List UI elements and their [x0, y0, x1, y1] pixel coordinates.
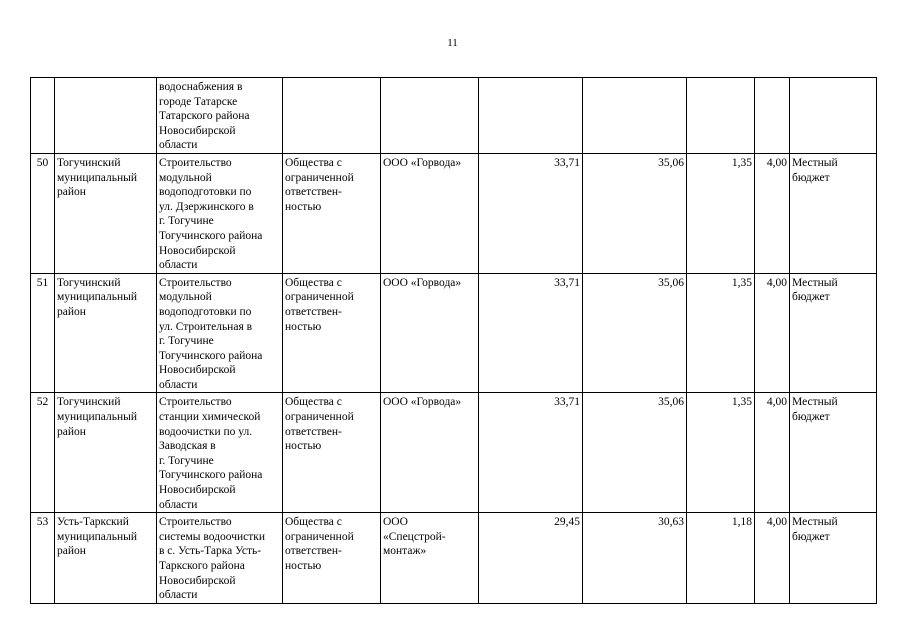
tariff-table — [30, 77, 877, 604]
org-name-cell — [381, 78, 479, 154]
page-number: 11 — [447, 37, 458, 49]
cell-line: ностью — [285, 560, 322, 572]
org-name-cell — [381, 393, 479, 513]
value-1-cell: 33,71 — [479, 273, 583, 393]
cell-line: области — [159, 378, 198, 391]
cell-line: Строительство — [159, 156, 232, 169]
cell-line: муниципальный — [57, 530, 138, 543]
project-cell — [157, 393, 283, 513]
cell-line: ограниченной — [285, 171, 354, 184]
cell-line: ул. Дзержинского в — [159, 200, 254, 213]
row-number-cell: 51 — [31, 273, 55, 393]
cell-line: Тогучинский — [57, 396, 121, 409]
value-2-cell: 30,63 — [583, 513, 687, 604]
value-3-cell: 1,35 — [687, 273, 755, 393]
cell-line: Усть-Таркский — [57, 516, 129, 529]
cell-line: ностью — [285, 320, 322, 333]
cell-line: Новосибирской — [159, 484, 236, 497]
district-cell — [55, 273, 157, 393]
cell-line: Общества с — [285, 516, 342, 529]
value-2-cell: 35,06 — [583, 153, 687, 273]
org-name-cell — [381, 273, 479, 393]
value-3-cell: 1,18 — [687, 513, 755, 604]
cell-line: г. Тогучине — [159, 215, 214, 228]
cell-line: Тогучинского района — [159, 349, 263, 362]
cell-line: монтаж» — [383, 545, 427, 558]
value-1-cell: 33,71 — [479, 393, 583, 513]
district-cell — [55, 513, 157, 604]
cell-line: ООО «Горвода» — [383, 156, 462, 169]
value-1-cell: 29,45 — [479, 513, 583, 604]
cell-line: ООО «Горвода» — [383, 396, 462, 409]
org-form-cell — [283, 273, 381, 393]
value-4-cell: 4,00 — [755, 153, 790, 273]
org-name-cell — [381, 153, 479, 273]
cell-line: Новосибирской — [159, 124, 236, 137]
cell-line: ответствен- — [285, 545, 342, 558]
cell-line: ностью — [285, 200, 322, 213]
cell-line: водоочистки по ул. — [159, 425, 253, 438]
value-1-cell — [479, 78, 583, 154]
cell-line: бюджет — [792, 171, 830, 184]
table-body — [31, 78, 877, 604]
value-3-cell: 1,35 — [687, 393, 755, 513]
value-3-cell: 1,35 — [687, 153, 755, 273]
funding-source-cell — [790, 78, 877, 154]
cell-line: ностью — [285, 440, 322, 453]
cell-line: Татарского района — [159, 110, 250, 123]
district-cell — [55, 78, 157, 154]
row-number-cell: 50 — [31, 153, 55, 273]
cell-line: области — [159, 589, 198, 602]
value-2-cell: 35,06 — [583, 393, 687, 513]
district-cell — [55, 153, 157, 273]
cell-line: Местный — [792, 276, 838, 289]
cell-line: г. Тогучине — [159, 454, 214, 467]
table-row — [31, 513, 877, 604]
cell-line: Тогучинского района — [159, 229, 263, 242]
org-form-cell — [283, 78, 381, 154]
cell-line: ул. Строительная в — [159, 320, 253, 333]
cell-line: водоснабжения в — [159, 81, 243, 93]
table-row — [31, 273, 877, 393]
cell-line: Общества с — [285, 396, 342, 409]
cell-line: Таркского района — [159, 560, 245, 572]
org-form-cell — [283, 513, 381, 604]
value-3-cell — [687, 78, 755, 154]
funding-source-cell — [790, 153, 877, 273]
cell-line: бюджет — [792, 411, 830, 424]
project-cell — [157, 513, 283, 604]
cell-line: области — [159, 139, 198, 152]
cell-line: Общества с — [285, 156, 342, 169]
cell-line: Новосибирской — [159, 574, 236, 587]
cell-line: ограниченной — [285, 530, 354, 543]
value-4-cell: 4,00 — [755, 393, 790, 513]
project-cell — [157, 153, 283, 273]
table-row — [31, 78, 877, 154]
org-name-cell — [381, 513, 479, 604]
row-number-cell: 52 — [31, 393, 55, 513]
value-4-cell — [755, 78, 790, 154]
district-cell — [55, 393, 157, 513]
cell-line: системы водоочистки — [159, 530, 266, 543]
table-row — [31, 393, 877, 513]
cell-line: Общества с — [285, 276, 342, 289]
cell-line: Новосибирской — [159, 364, 236, 377]
project-cell — [157, 273, 283, 393]
cell-line: район — [57, 545, 86, 558]
cell-line: ответствен- — [285, 425, 342, 438]
cell-line: модульной — [159, 171, 212, 184]
cell-line: ООО — [383, 516, 408, 529]
cell-line: район — [57, 305, 86, 318]
cell-line: район — [57, 425, 86, 438]
cell-line: водоподготовки по — [159, 305, 252, 318]
cell-line: муниципальный — [57, 291, 138, 304]
cell-line: в с. Усть-Тарка Усть- — [159, 545, 262, 558]
cell-line: ограниченной — [285, 291, 354, 304]
funding-source-cell — [790, 273, 877, 393]
cell-line: Тогучинского района — [159, 469, 263, 482]
cell-line: ответствен- — [285, 305, 342, 318]
cell-line: муниципальный — [57, 411, 138, 424]
value-2-cell — [583, 78, 687, 154]
cell-line: Тогучинский — [57, 276, 121, 289]
cell-line: ООО «Горвода» — [383, 276, 462, 289]
cell-line: Строительство — [159, 276, 232, 289]
row-number-cell: 53 — [31, 513, 55, 604]
row-number-cell — [31, 78, 55, 154]
cell-line: Тогучинский — [57, 156, 121, 169]
cell-line: муниципальный — [57, 171, 138, 184]
cell-line: бюджет — [792, 291, 830, 304]
cell-line: «Спецстрой- — [383, 530, 446, 543]
cell-line: области — [159, 498, 198, 511]
value-4-cell: 4,00 — [755, 513, 790, 604]
cell-line: г. Тогучине — [159, 335, 214, 348]
org-form-cell — [283, 393, 381, 513]
cell-line: Заводская в — [159, 440, 216, 453]
cell-line: станции химической — [159, 411, 261, 424]
cell-line: Местный — [792, 156, 838, 169]
funding-source-cell — [790, 513, 877, 604]
funding-source-cell — [790, 393, 877, 513]
value-1-cell: 33,71 — [479, 153, 583, 273]
cell-line: Местный — [792, 396, 838, 409]
cell-line: городе Татарске — [159, 95, 238, 108]
cell-line: Новосибирской — [159, 244, 236, 257]
cell-line: Строительство — [159, 396, 232, 409]
table-row — [31, 153, 877, 273]
cell-line: район — [57, 186, 86, 199]
value-2-cell: 35,06 — [583, 273, 687, 393]
cell-line: Местный — [792, 516, 838, 529]
value-4-cell: 4,00 — [755, 273, 790, 393]
cell-line: бюджет — [792, 530, 830, 543]
cell-line: ограниченной — [285, 411, 354, 424]
cell-line: ответствен- — [285, 186, 342, 199]
project-cell — [157, 78, 283, 154]
org-form-cell — [283, 153, 381, 273]
cell-line: области — [159, 259, 198, 272]
cell-line: Строительство — [159, 516, 232, 529]
cell-line: модульной — [159, 291, 212, 304]
cell-line: водоподготовки по — [159, 186, 252, 199]
